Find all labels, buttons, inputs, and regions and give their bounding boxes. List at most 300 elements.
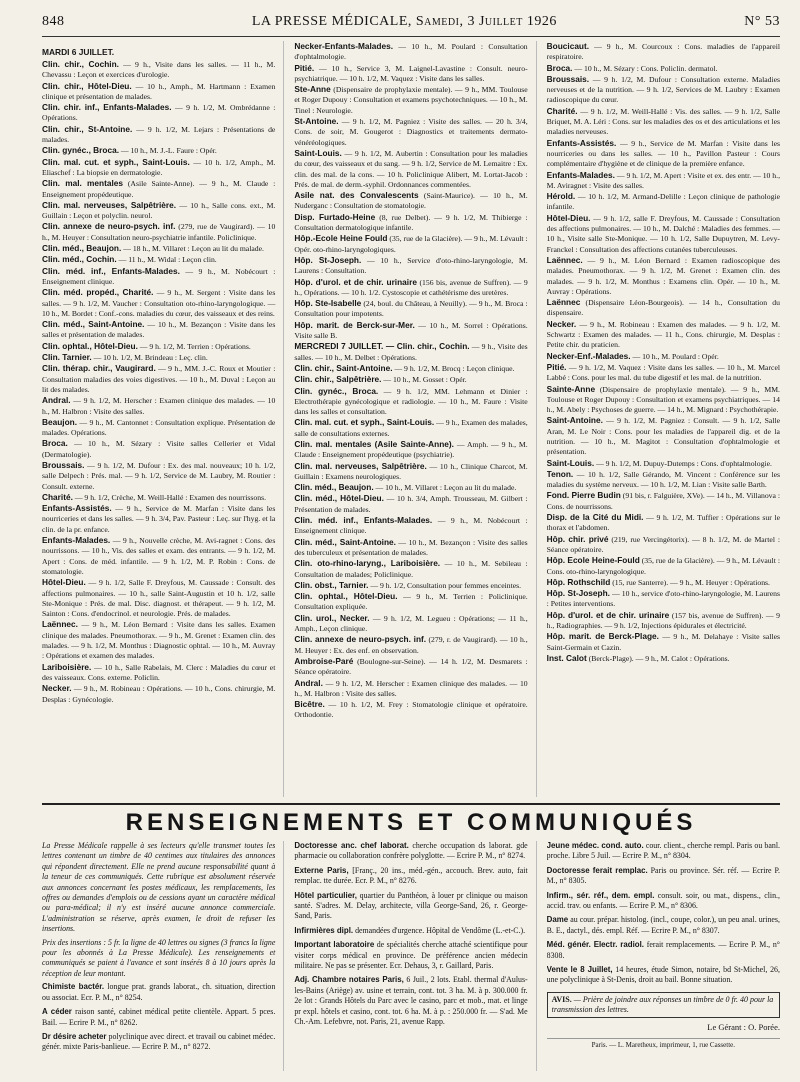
entry-institution: Clin. ophtal., Hôtel-Dieu. xyxy=(42,340,138,351)
schedule-columns xyxy=(42,41,780,797)
entry-details: — 9 h. 1/2, M. Tuffier : Opérations sur le thorax et l'abdomen. xyxy=(546,513,780,533)
ad-title: Adj. Chambre notaires Paris, xyxy=(294,975,404,985)
gerant-signature: Le Gérant : O. Porée. xyxy=(707,1021,780,1032)
ads-list-1 xyxy=(42,982,275,1052)
entry-details: — 10 h., M. Bezançon : Visite dans les salles et présentation de malades. xyxy=(42,320,276,340)
entry-details: (35, rue de la Glacière). — 9 h., M. Lévault : Cons. oto-rhino-laryngologique. xyxy=(546,556,780,576)
entry-institution: Clin. mal. cut. et syph., Saint-Louis. xyxy=(294,417,435,428)
schedule-entry xyxy=(294,190,527,212)
entry-details: (35, rue de la Glacière). — 9 h., M. Lévault : Opér. oto-rhino-laryngologiques. xyxy=(294,234,528,254)
classified-ad xyxy=(547,915,780,936)
entry-institution: Necker-Enf.-Malades. xyxy=(546,350,631,361)
entry-details: — 10 h., M. Gosset : Opér. xyxy=(383,375,467,385)
schedule-entry xyxy=(294,439,527,461)
classified-ad xyxy=(547,841,780,862)
entry-details: — 9 h., MM. J.-C. Roux et Moutier : Consultation maladies des voies digestives. — 10 h., M. Duval : Leçon au lit des malades. xyxy=(42,364,276,394)
entry-details: — 9 h. 1/2, M. Herscher : Examen clinique des malades. — 10 h., M. Halbron : Visite des salles. xyxy=(294,678,528,698)
classified-ad xyxy=(42,1007,275,1028)
entry-details: — 9 h. 1/2, MM. Lehmann et Dinier : Electrothérapie gynécologique et radiologie. — 10 h., M. Faure : Visite dans les salles et consultation. xyxy=(294,386,528,417)
entry-institution: Clin. ophtal., Hôtel-Dieu. xyxy=(294,591,398,602)
entry-institution: Clin. gynéc., Broca. xyxy=(42,145,119,156)
schedule-entry xyxy=(294,461,527,483)
schedule-entry xyxy=(547,653,780,664)
entry-details: — 9 h., M. Nobécourt : Enseignement clinique. xyxy=(42,266,276,286)
entry-details: — 9 h. 1/2, M. Legueu : Opérations; — 11 h., Amph., Leçon clinique. xyxy=(294,613,528,634)
schedule-entry xyxy=(42,363,275,395)
entry-institution: Broca. xyxy=(42,438,68,449)
schedule-entry xyxy=(294,233,527,255)
schedule-entry xyxy=(547,351,780,362)
ad-text: polyclinique avec direct. et travail ou cabinet médec. génér. mixte Paris-banlieue. — Ecrire P. M., n° 8272. xyxy=(42,1031,276,1052)
ad-text: quartier du Panthéon, à louer pr clinique ou maison santé. S'adres. M. Delay, architecte, villa George-Sand, 26, r. George-Sand, Paris. xyxy=(294,890,528,921)
entry-details: — 10 h. 1/2, M. Armand-Delille : Leçon clinique de pathologie infantile. xyxy=(546,192,780,212)
schedule-entry xyxy=(547,213,780,255)
entry-institution: Pitié. xyxy=(294,62,315,73)
entry-institution: Enfants-Assistés. xyxy=(546,137,617,148)
entry-details: — 10 h., Amph., M. Hartmann : Examen clinique et présentation de malades. xyxy=(42,81,276,101)
entry-institution: Hôp. Ste-Isabelle xyxy=(294,298,362,309)
schedule-entry xyxy=(547,577,780,588)
schedule-entry xyxy=(547,106,780,138)
classified-ad xyxy=(294,926,527,936)
entry-details: — 9 h. 1/2, M. Ombrédanne : Opérations. xyxy=(42,103,276,123)
ad-title: A céder xyxy=(42,1007,72,1017)
avis-text: — Prière de joindre aux réponses un timbre de 0 fr. 40 pour la transmission des lettres. xyxy=(551,994,774,1014)
entry-details: — 9 h. 1/2, Consultation pour femmes enceintes. xyxy=(370,580,522,590)
schedule-entry xyxy=(547,588,780,610)
schedule-entry xyxy=(547,191,780,213)
classified-ad xyxy=(547,891,780,912)
schedule-entry xyxy=(547,319,780,351)
schedule-entry xyxy=(294,417,527,439)
schedule-entry xyxy=(294,41,527,63)
printer-line: Paris. — L. Maretheux, imprimeur, 1, rue Cassette. xyxy=(547,1038,780,1049)
entry-institution: Beaujon. xyxy=(42,416,78,427)
entry-institution: Clin. annexe de neuro-psych. inf. xyxy=(294,634,427,645)
entry-details: — 9 h. 1/2, M. Apert : Visite et ex. des entr. — 10 h., M. Aviragnet : Visite des salles. xyxy=(546,170,780,190)
schedule-entry xyxy=(42,535,275,577)
notice-intro: La Presse Médicale rappelle à ses lecteurs qu'elle transmet toutes les lettres contenant un timbre de 40 centimes aux titulaires des annonces qui répondent directement. Elle ne prend aucune responsabilité quant à la teneur de ces communiqués. Cette rubrique est absolument réservée aux annonces concernant les postes médicaux, les remplacements, les offres ou demandes d'emplois ou de cessions ayant un caractère médical ou para-médical; il n'y est inséré aucune annonce commerciale. L'administration se réserve, après examen, le droit de refuser les insertions. xyxy=(42,841,276,934)
entry-details: (219, rue Vercingétorix). — 8 h. 1/2, M. de Martel : Séance opératoire. xyxy=(546,534,780,554)
ads-list-3 xyxy=(547,841,780,986)
header-rule xyxy=(42,36,780,37)
entry-institution: Lariboisière. xyxy=(42,661,92,672)
schedule-entry xyxy=(42,145,275,156)
schedule-entry xyxy=(42,200,275,222)
entry-institution: Clin. mal. mentales (Asile Sainte-Anne). xyxy=(294,438,454,449)
entry-details: — 9 h., M. Delahaye : Visite salles Saint-Germain et Cazin. xyxy=(546,632,780,652)
entry-details: — 9 h., Nouvelle crèche, M. Avi-ragnet : Cons. des nourrissons. — 10 h., Vis. des salles et exam. des entrants. — 9 h. 1/2, M. Apert : Cons. de méd. infantile. — 9 h. 1/2, M. P. Robin : Cons. de stomatologie. xyxy=(42,536,276,576)
classifieds-column-2 xyxy=(294,841,536,1071)
entry-institution: Hôp.-Ecole Heine Fould xyxy=(294,233,388,244)
entry-details: — 9 h., Visite dans les salles. — 11 h., M. Chevassu : Leçon et exercices d'urologie. xyxy=(42,60,276,80)
entry-institution: Clin. méd., Beaujon. xyxy=(42,243,122,254)
schedule-entry xyxy=(42,81,275,103)
classified-ad xyxy=(42,1032,275,1053)
entry-institution: Ste-Anne xyxy=(294,84,331,95)
entry-details: — 9 h. 1/2, M. Vaquez : Visite dans les salles. — 10 h., M. Marcel Labbé : Cons. pour les mal. du tube digestif et les mal. de la nutrition. xyxy=(546,362,780,383)
ad-text: de spécialités cherche attaché scientifique pour visiter corps médical en province. De préférence ancien médecin militaire. Ne pas se présenter. Ecr. Dehaus, 3, r. Gaillard, Paris. xyxy=(294,940,528,971)
schedule-entry xyxy=(547,74,780,106)
entry-institution: Broca. xyxy=(546,62,573,73)
ad-title: Externe Paris, xyxy=(294,865,349,875)
schedule-entry xyxy=(547,384,780,416)
schedule-entry xyxy=(42,157,275,179)
entry-details: — 9 h., M. Léon Bernard : Examen radioscopique des malades. Pneumothorax. — 9 h. 1/2, M. Grenet : Examen clin. des malades. — 9 h. 1/2, M. Monthus : Examens clin. Opér. — 10 h., M. Auvray : Opérations. xyxy=(546,255,780,296)
entry-details: — 9 h. 1/2, M. Herscher : Examen clinique des malades. — 10 h., M. Halbron : Visite des salles. xyxy=(42,396,276,416)
entry-institution: Inst. Calot xyxy=(546,652,587,663)
schedule-entry xyxy=(42,124,275,146)
ad-text: consult. soir, ou mat., dispens., clin., accid. trav. ou enfants. — Ecrire P. M., n° 8306. xyxy=(546,890,780,911)
ad-text: demandées d'urgence. Hôpital de Vendôme (L.-et-C.). xyxy=(355,925,526,935)
section-title: RENSEIGNEMENTS ET COMMUNIQUÉS xyxy=(42,803,780,837)
schedule-entry xyxy=(547,512,780,534)
schedule-entry xyxy=(42,352,275,363)
entry-institution: Fond. Pierre Budin xyxy=(546,490,621,501)
entry-details: — 10 h., Service d'oto-rhino-laryngologie, M. Laurens : Consultation. xyxy=(294,255,528,276)
schedule-entry xyxy=(547,138,780,170)
entry-details: — 9 h., M. Nobécourt : Enseignement clinique. xyxy=(294,516,528,536)
entry-details: — 9 h. 1/2, M. Dupuy-Dutemps : Cons. d'ophtalmologie. xyxy=(596,458,772,468)
ad-title: Doctoresse ferait remplac. xyxy=(546,865,648,875)
entry-institution: Hôp. St-Joseph. xyxy=(546,588,610,599)
schedule-entry xyxy=(42,102,275,124)
entry-institution: Clin. urol., Necker. xyxy=(294,612,370,623)
entry-details: — 9 h., Service de M. Marfan : Visite dans les nourriceries et dans les salles. — 9 h. 3/4, Pav. Pasteur : Leç. sur l'hyg. et la clin. de la pr. enfance. xyxy=(42,504,276,534)
ad-title: Hôtel particulier, xyxy=(294,890,357,900)
entry-institution: Clin. méd. propéd., Charité. xyxy=(42,287,154,298)
entry-institution: Hôp. Ecole Heine-Fould xyxy=(546,555,640,566)
entry-details: — 9 h. 1/2, M. Pagniez : Consult. — 9 h. 1/2, Salle Aran, M. Le Noir : Cons. pour les maladies de l'appareil dig. et de la nutrition. — 10 h., M. Magitot : Consultation d'ophtalmologie et présentation. xyxy=(546,416,780,457)
entry-institution: Laënnec. xyxy=(42,619,78,630)
schedule-entry xyxy=(294,515,527,537)
entry-institution: Clin. chir., St-Antoine. xyxy=(42,123,133,134)
entry-institution: Clin. gynéc., Broca. xyxy=(294,385,379,396)
schedule-entry xyxy=(42,254,275,265)
entry-details: — 9 h., M. Terrien : Policlinique. Consultation expliquée. xyxy=(294,592,528,612)
ad-title: Dr désire acheter xyxy=(42,1031,107,1041)
entry-institution: Hôtel-Dieu. xyxy=(42,577,86,588)
classified-ad xyxy=(42,982,275,1003)
entry-details: — 10 h., M. Poulard : Opér. xyxy=(632,351,719,361)
entry-details: — 9 h. 1/2, M. Terrien : Opérations. xyxy=(139,341,251,351)
entry-details: — 9 h., M. Léon Bernard : Visite dans les salles. Examen clinique des malades. Pneumothorax. — 9 h., M. Grenet : Examen clin. des malades. — 9 h. 1/2, M. Monthus : Diagnostic ophtal. — 10 h., M. Auvray : Opérations et examen des malades. xyxy=(42,620,276,661)
schedule-entry xyxy=(42,683,275,705)
entry-details: — 10 h., M. Villaret : Leçon au lit du malade. xyxy=(375,483,517,493)
entry-institution: Enfants-Malades. xyxy=(546,169,615,180)
ad-text: raison santé, cabinet médical petite clientèle. Appart. 5 pces. Bail. — Ecrire P. M., n° 8262. xyxy=(42,1007,276,1027)
entry-details: (Boulogne-sur-Seine). — 14 h. 1/2, M. Desmarets : Séance opératoire. xyxy=(294,656,528,677)
entry-institution: Charité. xyxy=(42,491,73,502)
entry-details: — 9 h., M. Robineau : Opérations. — 10 h., Cons. chirurgie, M. Desplas : Gynécologie. xyxy=(42,684,276,704)
schedule-entry xyxy=(294,558,527,580)
avis-label: AVIS. xyxy=(551,994,572,1004)
ad-text: ferait remplacements. — Ecrire P. M., n° 8308. xyxy=(546,940,780,960)
ad-title: Jeune médec. cond. auto. xyxy=(546,841,644,850)
entry-institution: Clin. thérap. chir., Vaugirard. xyxy=(42,363,156,374)
entry-institution: Sainte-Anne xyxy=(546,383,596,394)
entry-details: — 10 h., M. Poulard : Consultation d'ophtalmologie. xyxy=(294,42,528,62)
entry-details: (279, rue de Vaugirard). — 10 h., M. Heuyer : Consultation neuro-psychiatrie infantile. Policlinique. xyxy=(42,222,276,242)
entry-institution: Necker-Enfants-Malades. xyxy=(294,41,394,51)
entry-institution: Clin. méd., Hôtel-Dieu. xyxy=(294,493,384,504)
entry-details: — 10 h., M. Sorrel : Opérations. Visite salle B. xyxy=(294,320,528,341)
schedule-entry xyxy=(42,243,275,254)
entry-institution: Clin. mal. cut. et syph., Saint-Louis. xyxy=(42,156,190,167)
ad-text: Paris ou province. Sér. réf. — Ecrire P. M., n° 8305. xyxy=(546,865,780,886)
schedule-entry xyxy=(294,363,527,374)
schedule-entry xyxy=(294,678,527,700)
entry-details: — 10 h. 1/2, Salle Gérando, M. Vincent : Conférence sur les maladies du système nerveux. — 10 h. 1/2, M. Lian : Visite salle Barth. xyxy=(546,469,780,490)
entry-institution: Hérold. xyxy=(546,191,576,202)
ad-title: Vente le 8 Juillet, xyxy=(546,965,613,975)
schedule-entry xyxy=(42,460,275,492)
entry-details: — 10 h. 1/2, M. Brindeau : Leç. clin. xyxy=(93,353,208,363)
schedule-entry xyxy=(42,438,275,460)
entry-institution: Andral. xyxy=(294,677,323,688)
entry-details: — 9 h., Service de M. Marfan : Visite dans les nourriceries ou dans les salles. — 10 h., Pavillon Pasteur : Cours complémentaire d'hygiène et de clinique de la première enfance. xyxy=(546,138,780,169)
schedule-entry xyxy=(294,699,527,721)
entry-details: — 9 h. 1/2, salle F. Dreyfous, M. Caussade : Consultation des affections pulmonaires. — 10 h., M. Dalché : Maladies des femmes. — 10 h., Visite salle Ste-Monique. — 10 h. 1/2, Salle Dupuytren, M. Levy-Franckel : Consultation des affections cutanées tuberculeuses. xyxy=(546,213,780,254)
entry-details: (157 bis, avenue de Suffren). — 9 h., Radiographies. — 9 h. 1/2, Injections épidurales et électricité. xyxy=(546,610,780,631)
entry-details: — 9 h., M. Courcoux : Cons. maladies de l'appareil respiratoire. xyxy=(546,42,780,62)
schedule-entry xyxy=(294,613,527,635)
entry-institution: Clin. méd. inf., Enfants-Malades. xyxy=(294,515,433,526)
schedule-entry xyxy=(294,148,527,190)
schedule-entry xyxy=(42,319,275,341)
schedule-entry xyxy=(294,212,527,234)
entry-institution: Hôp. Rothschild xyxy=(546,576,611,587)
entry-institution: Andral. xyxy=(42,395,71,406)
entry-details: — 9 h. 1/2, Salle F. Dreyfous, M. Caussade : Consult. des affections pulmonaires. — 10 h., salle Saint-Augustin et 10 h. 1/2, salle Ste-Monique : Prés. de mal. Disc. diagnost. et thérapeut. — 9 h. 1/2, M. Sainton : Cons. d'endocrinol. et neurologie. Prés. de malades. xyxy=(42,578,276,619)
ad-text: 6 Juil., 2 lots. Etabl. thermal d'Aulus-les-Bains (Ariège) av. usine et terrain, cont. tot. 3 ha. M. à p. 300.000 fr. 2e lot : Grands Hôtels du Parc avec le casino, parc et mob., mat. et linge pr expl. hôtels et casino, cont. tot. 6 ha. M. à p. : 250.000 fr. — S'ad. Me Ch.-Am. Lefebvre, not. Paris, 21, avenue Rapp. xyxy=(294,975,528,1027)
ad-title: Dame xyxy=(546,915,569,925)
entry-institution: Bicêtre. xyxy=(294,699,325,710)
schedule-entry xyxy=(42,503,275,535)
entry-institution: Hôp. marit. de Berck-Plage. xyxy=(546,631,659,642)
entry-details: (Saint-Maurice). — 10 h., M. Nuderganc : Consultation de stomatologie. xyxy=(294,191,528,211)
schedule-entry xyxy=(294,634,527,656)
entry-institution: Clin. chir., Cochin. xyxy=(42,59,119,69)
schedule-column-1 xyxy=(42,41,284,797)
schedule-entry xyxy=(547,631,780,653)
ad-title: Doctoresse anc. chef laborat. xyxy=(294,841,409,850)
classified-ad xyxy=(547,940,780,961)
schedule-entry xyxy=(42,59,275,81)
entry-institution: Clin. méd., Beaujon. xyxy=(294,482,374,493)
schedule-column-2 xyxy=(294,41,536,797)
page-number: 848 xyxy=(42,14,65,29)
schedule-entry xyxy=(42,492,275,503)
schedule-entry xyxy=(294,580,527,591)
classifieds-columns xyxy=(42,841,780,1071)
entry-institution: Clin. mal. mentales xyxy=(42,178,123,189)
schedule-entry xyxy=(547,469,780,491)
ad-text: au cour. prépar. histolog. (incl., coupe, color.), un peu anal. urines, B. E., dactyl., dés. empl. Réf. — Ecrire P. M., n° 8307. xyxy=(546,915,780,935)
notice-rates: Prix des insertions : 5 fr. la ligne de 40 lettres ou signes (3 francs la ligne pour les abonnés à La Presse Médicale). Les renseignements et communiqués se paient à l'avance et sont insérés 8 à 10 jours après la réception de leur montant. xyxy=(42,937,276,978)
schedule-entry xyxy=(547,170,780,192)
entry-details: (91 bis, r. Falguière, XVe). — 14 h., M. Villanova : Cons. de nourrissons. xyxy=(546,491,780,511)
classified-ad xyxy=(294,891,527,922)
entry-details: — 9 h. 1/2, M. Pagniez : Visite des salles. — 20 h. 3/4, Cons. de soir, M. Gougerot : Diagnostics et traitements dermato-vénéréologiques. xyxy=(294,117,528,147)
publication-title: LA PRESSE MÉDICALE, Samedi, 3 Juillet 1926 xyxy=(251,14,557,29)
entry-institution: Broussais. xyxy=(42,459,85,470)
entry-details: — 10 h. 3/4, Amph. Trousseau, M. Gilbert : Présentation de malades. xyxy=(294,494,528,514)
schedule-entry xyxy=(294,63,527,85)
entry-details: (Berck-Plage). — 9 h., M. Calot : Opérations. xyxy=(588,653,730,663)
entry-details: (15, rue Santerre). — 9 h., M. Heuyer : Opérations. xyxy=(612,577,770,587)
entry-details: (Asile Sainte-Anne). — 9 h., M. Claude : Enseignement propédeutique. xyxy=(42,179,276,199)
entry-details: — 18 h., M. Villaret : Leçon au lit du malade. xyxy=(123,244,264,254)
entry-institution: Asile nat. des Convalescents xyxy=(294,190,419,201)
entry-details: — 9 h. 1/2, M. Lejars : Présentations de malades. xyxy=(42,124,276,145)
entry-institution: Clin. Tarnier. xyxy=(42,352,92,363)
entry-details: (24, boul. du Château, à Neuilly). — 9 h., M. Broca : Consultation pour impotents. xyxy=(294,299,528,319)
entry-details: — 10 h. 1/2, M. Frey : Stomatologie clinique et opératoire. Orthodontie. xyxy=(294,700,528,720)
entry-details: (Dispensaire de prophylaxie mentale). — 9 h., MM. Toulouse et Roger Dupouy : Consultation et examens psychotechniques. — 10 h., M. Tinel : Neurologie. xyxy=(294,85,528,115)
entry-details: — 10 h., Salle cons. ext., M. Guillain : Leçon et polyclin. neurol. xyxy=(42,200,276,221)
classified-ad xyxy=(294,940,527,971)
entry-institution: Hôp. chir. privé xyxy=(546,533,609,544)
entry-institution: Clin. oto-rhino-laryng., Lariboisière. xyxy=(294,558,441,569)
entry-institution: Broussais. xyxy=(546,73,590,84)
entry-institution: Enfants-Assistés. xyxy=(42,503,112,514)
entry-institution: Clin. mal. nerveuses, Salpêtrière. xyxy=(294,460,427,471)
entry-institution: MERCREDI 7 JUILLET. — Clin. chir., Cochin. xyxy=(294,341,470,352)
entry-institution: Clin. annexe de neuro-psych. inf. xyxy=(42,221,176,232)
schedule-entry xyxy=(42,266,275,288)
classified-ad xyxy=(294,975,527,1027)
schedule-entry xyxy=(547,362,780,384)
entry-details: — 10 h., M. J.-L. Faure : Opér. xyxy=(120,146,217,156)
entry-institution: Hôp. marit. de Berck-sur-Mer. xyxy=(294,319,415,330)
ad-text: [Franç., 20 ins., méd.-gén., accouch. Brev. auto, fait remplac. tte durée. Ecr. P. M., n° 8276. xyxy=(294,865,528,886)
entry-details: — 10 h. 1/2, Amph., M. Eliaschef : La biopsie en dermatologie. xyxy=(42,157,276,177)
schedule-entry xyxy=(42,417,275,439)
entry-details: (8, rue Delbet). — 9 h. 1/2, M. Thibierge : Consultation dermatologique infantile. xyxy=(294,212,528,233)
entry-institution: Clin. obst., Tarnier. xyxy=(294,579,369,590)
entry-institution: Saint-Louis. xyxy=(546,457,595,468)
ad-title: Important laboratoire xyxy=(294,940,375,950)
classified-ad xyxy=(547,866,780,887)
entry-details: — 10 h., M. Bezançon : Visite des salles des tuberculeux et présentation de malades. xyxy=(294,537,528,557)
entry-institution: Saint-Antoine. xyxy=(546,415,603,426)
schedule-entry xyxy=(547,255,780,297)
schedule-entry xyxy=(294,656,527,678)
ad-title: Infirmières dipl. xyxy=(294,925,354,935)
entry-institution: Clin. mal. nerveuses, Salpêtrière. xyxy=(42,199,177,210)
schedule-entry xyxy=(294,374,527,385)
entry-details: — 10 h., Service 3, M. Laignel-Lavastine : Consult. neuro-psychiatrique. — 10 h. 1/2, M. Vaquez : Visite dans les salles. xyxy=(294,63,528,83)
entry-details: — 9 h. 1/2, M. Aubertin : Consultation pour les maladies du cœur, des vaisseaux et du sang. — 9 h. 1/2, Service de M. Lemaitre : Ex. clin. des mal. de la cons. — 10 h. Policlinique Alibert, M. Lortat-Jacob : Prés. de mal. de derm.-syphil. Ordonnances commentées. xyxy=(294,148,528,189)
schedule-column-3 xyxy=(547,41,780,797)
entry-institution: St-Antoine. xyxy=(294,116,339,127)
entry-details: — 9 h., M. Cantonnet : Consultation explique. Présentation de malades. Opérations. xyxy=(42,417,276,438)
entry-details: — Amph. — 9 h., M. Claude : Enseignement propédeutique (psychiatrie). xyxy=(294,439,528,460)
schedule-entry xyxy=(42,341,275,352)
schedule-entry xyxy=(294,591,527,613)
ad-title: Infirm., sér. réf., dem. empl. xyxy=(546,890,655,900)
schedule-entry xyxy=(547,610,780,632)
schedule-entry xyxy=(547,458,780,469)
entry-details: — 10 h., M. Sebileau : Consultation de malades; Policlinique. xyxy=(294,559,528,579)
entry-institution: Hôp. d'urol. et de chir. urinaire xyxy=(546,609,670,620)
ad-title: Méd. génér. Electr. radiol. xyxy=(546,940,644,950)
schedule-entry xyxy=(294,493,527,515)
schedule-entry xyxy=(42,287,275,319)
day-heading: MARDI 6 JUILLET. xyxy=(42,47,115,57)
entry-institution: Hôp. St-Joseph. xyxy=(294,254,362,265)
entry-details: — 10 h., M. Sézary : Cons. Policlin. dermatol. xyxy=(574,63,718,73)
entry-details: — 10 h., M. Sézary : Visite salles Cellerier et Vidal (Dermatologie). xyxy=(42,439,276,459)
classifieds-column-3 xyxy=(547,841,780,1071)
entry-details: — 9 h. 1/2, M. Dufour : Consultation externe. Maladies nerveuses et de la nutrition. — 9 h. 1/2, Services de M. Laubry : Examen radioscopique du cœur. xyxy=(546,74,780,105)
entry-details: — 9 h., M. Sergent : Visite dans les salles. — 9 h. 1/2, M. Vaucher : Consultation oto-rhino-laryngologique. — 10 h., M. Bordet : Conf.-cons. maladies du cœur, des vaisseaux et des reins. xyxy=(42,288,276,318)
schedule-entry xyxy=(294,386,527,418)
entry-institution: Clin. chir., Salpêtrière. xyxy=(294,374,382,385)
entry-details: — 9 h., M. Robineau : Examen des malades. — 9 h. 1/2, M. Schwartz : Examen des malades. — 11 h., Cons. chirurgie, M. Desplas : Petite chir. du praticien. xyxy=(546,319,780,350)
entry-institution: Laënnec. xyxy=(546,254,583,265)
ad-text: cour. client., cherche rempl. Paris ou banl. proche. Libre 5 Juil. — Ecrire P. M., n° 8304. xyxy=(546,841,780,861)
entry-institution: Clin. chir., Saint-Antoine. xyxy=(294,362,393,373)
entry-institution: Laënnec xyxy=(546,297,581,308)
entry-details: — 10 h., Salle Rabelais, M. Clerc : Maladies du cœur et des vaisseaux. Cons. externe. Policlin. xyxy=(42,662,276,682)
entry-details: — 9 h. 1/2, Crèche, M. Weill-Hallé : Examen des nourrissons. xyxy=(74,492,266,502)
ad-text: longue prat. grands laborat., ch. situation, direction ou associat. Ecr. P. M., n° 8254. xyxy=(42,982,276,1002)
schedule-entry xyxy=(294,320,527,342)
entry-details: — 9 h. 1/2, M. Brocq : Leçon clinique. xyxy=(394,363,515,373)
entry-details: (156 bis, avenue de Suffren). — 9 h., Opérations. — 10 h. 1/2. Cystoscopie et cathétérisme des uretères. xyxy=(294,277,528,297)
schedule-entry xyxy=(42,395,275,417)
ad-title: Chimiste bactér. xyxy=(42,982,105,992)
entry-institution: Tenon. xyxy=(546,468,574,479)
entry-details: — 9 h., Visite des salles. — 10 h., M. Delbet : Opérations. xyxy=(294,342,528,362)
entry-institution: Clin. méd., Saint-Antoine. xyxy=(42,319,145,330)
entry-institution: Clin. méd., Saint-Antoine. xyxy=(294,536,396,547)
entry-institution: Disp. de la Cité du Midi. xyxy=(546,512,644,523)
entry-institution: Clin. méd., Cochin. xyxy=(42,254,117,265)
ads-list-2 xyxy=(294,841,527,1028)
entry-institution: Pitié. xyxy=(546,361,567,372)
entry-institution: Clin. méd. inf., Enfants-Malades. xyxy=(42,265,180,276)
entry-institution: Charité. xyxy=(546,105,578,116)
schedule-entry xyxy=(294,84,527,116)
entry-details: — 10 h., Clinique Charcot, M. Guillain : Examens neurologiques. xyxy=(294,461,528,481)
classified-ad xyxy=(547,965,780,986)
schedule-entry xyxy=(547,490,780,512)
entry-institution: Hôp. d'urol. et de chir. urinaire xyxy=(294,276,417,287)
schedule-entry xyxy=(294,298,527,320)
schedule-entry xyxy=(294,255,527,277)
entry-details: (Dispensaire de prophylaxie mentale). — 9 h., MM. Toulouse et Roger Dupouy : Consultation et examens psychiatriques. — 14 h., M. Abely : Psychoses de guerre. — 14 h., M. Mignard : Psychothérapie. xyxy=(546,384,780,415)
schedule-entry xyxy=(547,63,780,74)
entry-institution: Boucicaut. xyxy=(546,41,590,51)
entry-details: — 9 h. 1/2, M. Weill-Hallé : Vis. des salles. — 9 h. 1/2, Salle Briquet, M. A. Léri : Cons. sur les maladies des os et des articulations et les maladies nerveuses. xyxy=(546,106,780,137)
entry-details: (279, r. de Vaugirard). — 10 h., M. Heuyer : Ex. des enf. en observation. xyxy=(294,635,528,655)
entry-details: — 9 h. 1/2, M. Dufour : Ex. des mal. nouveaux; 10 h. 1/2, salle Delpech : Prés. mal. — 9 h. 1/2, Service de M. Laubry, M. Routier : Consult. externe. xyxy=(42,460,276,491)
schedule-entry xyxy=(42,619,275,661)
schedule-entry xyxy=(42,662,275,684)
schedule-entry xyxy=(42,577,275,619)
schedule-entry xyxy=(294,482,527,493)
schedule-entry xyxy=(294,537,527,559)
issue-number: N° 53 xyxy=(744,14,780,29)
entry-details: — 11 h., M. Widal : Leçon clin. xyxy=(118,255,217,265)
running-header xyxy=(42,14,780,34)
schedule-entry xyxy=(294,341,527,363)
schedule-entry xyxy=(547,41,780,63)
schedule-entry xyxy=(547,555,780,577)
